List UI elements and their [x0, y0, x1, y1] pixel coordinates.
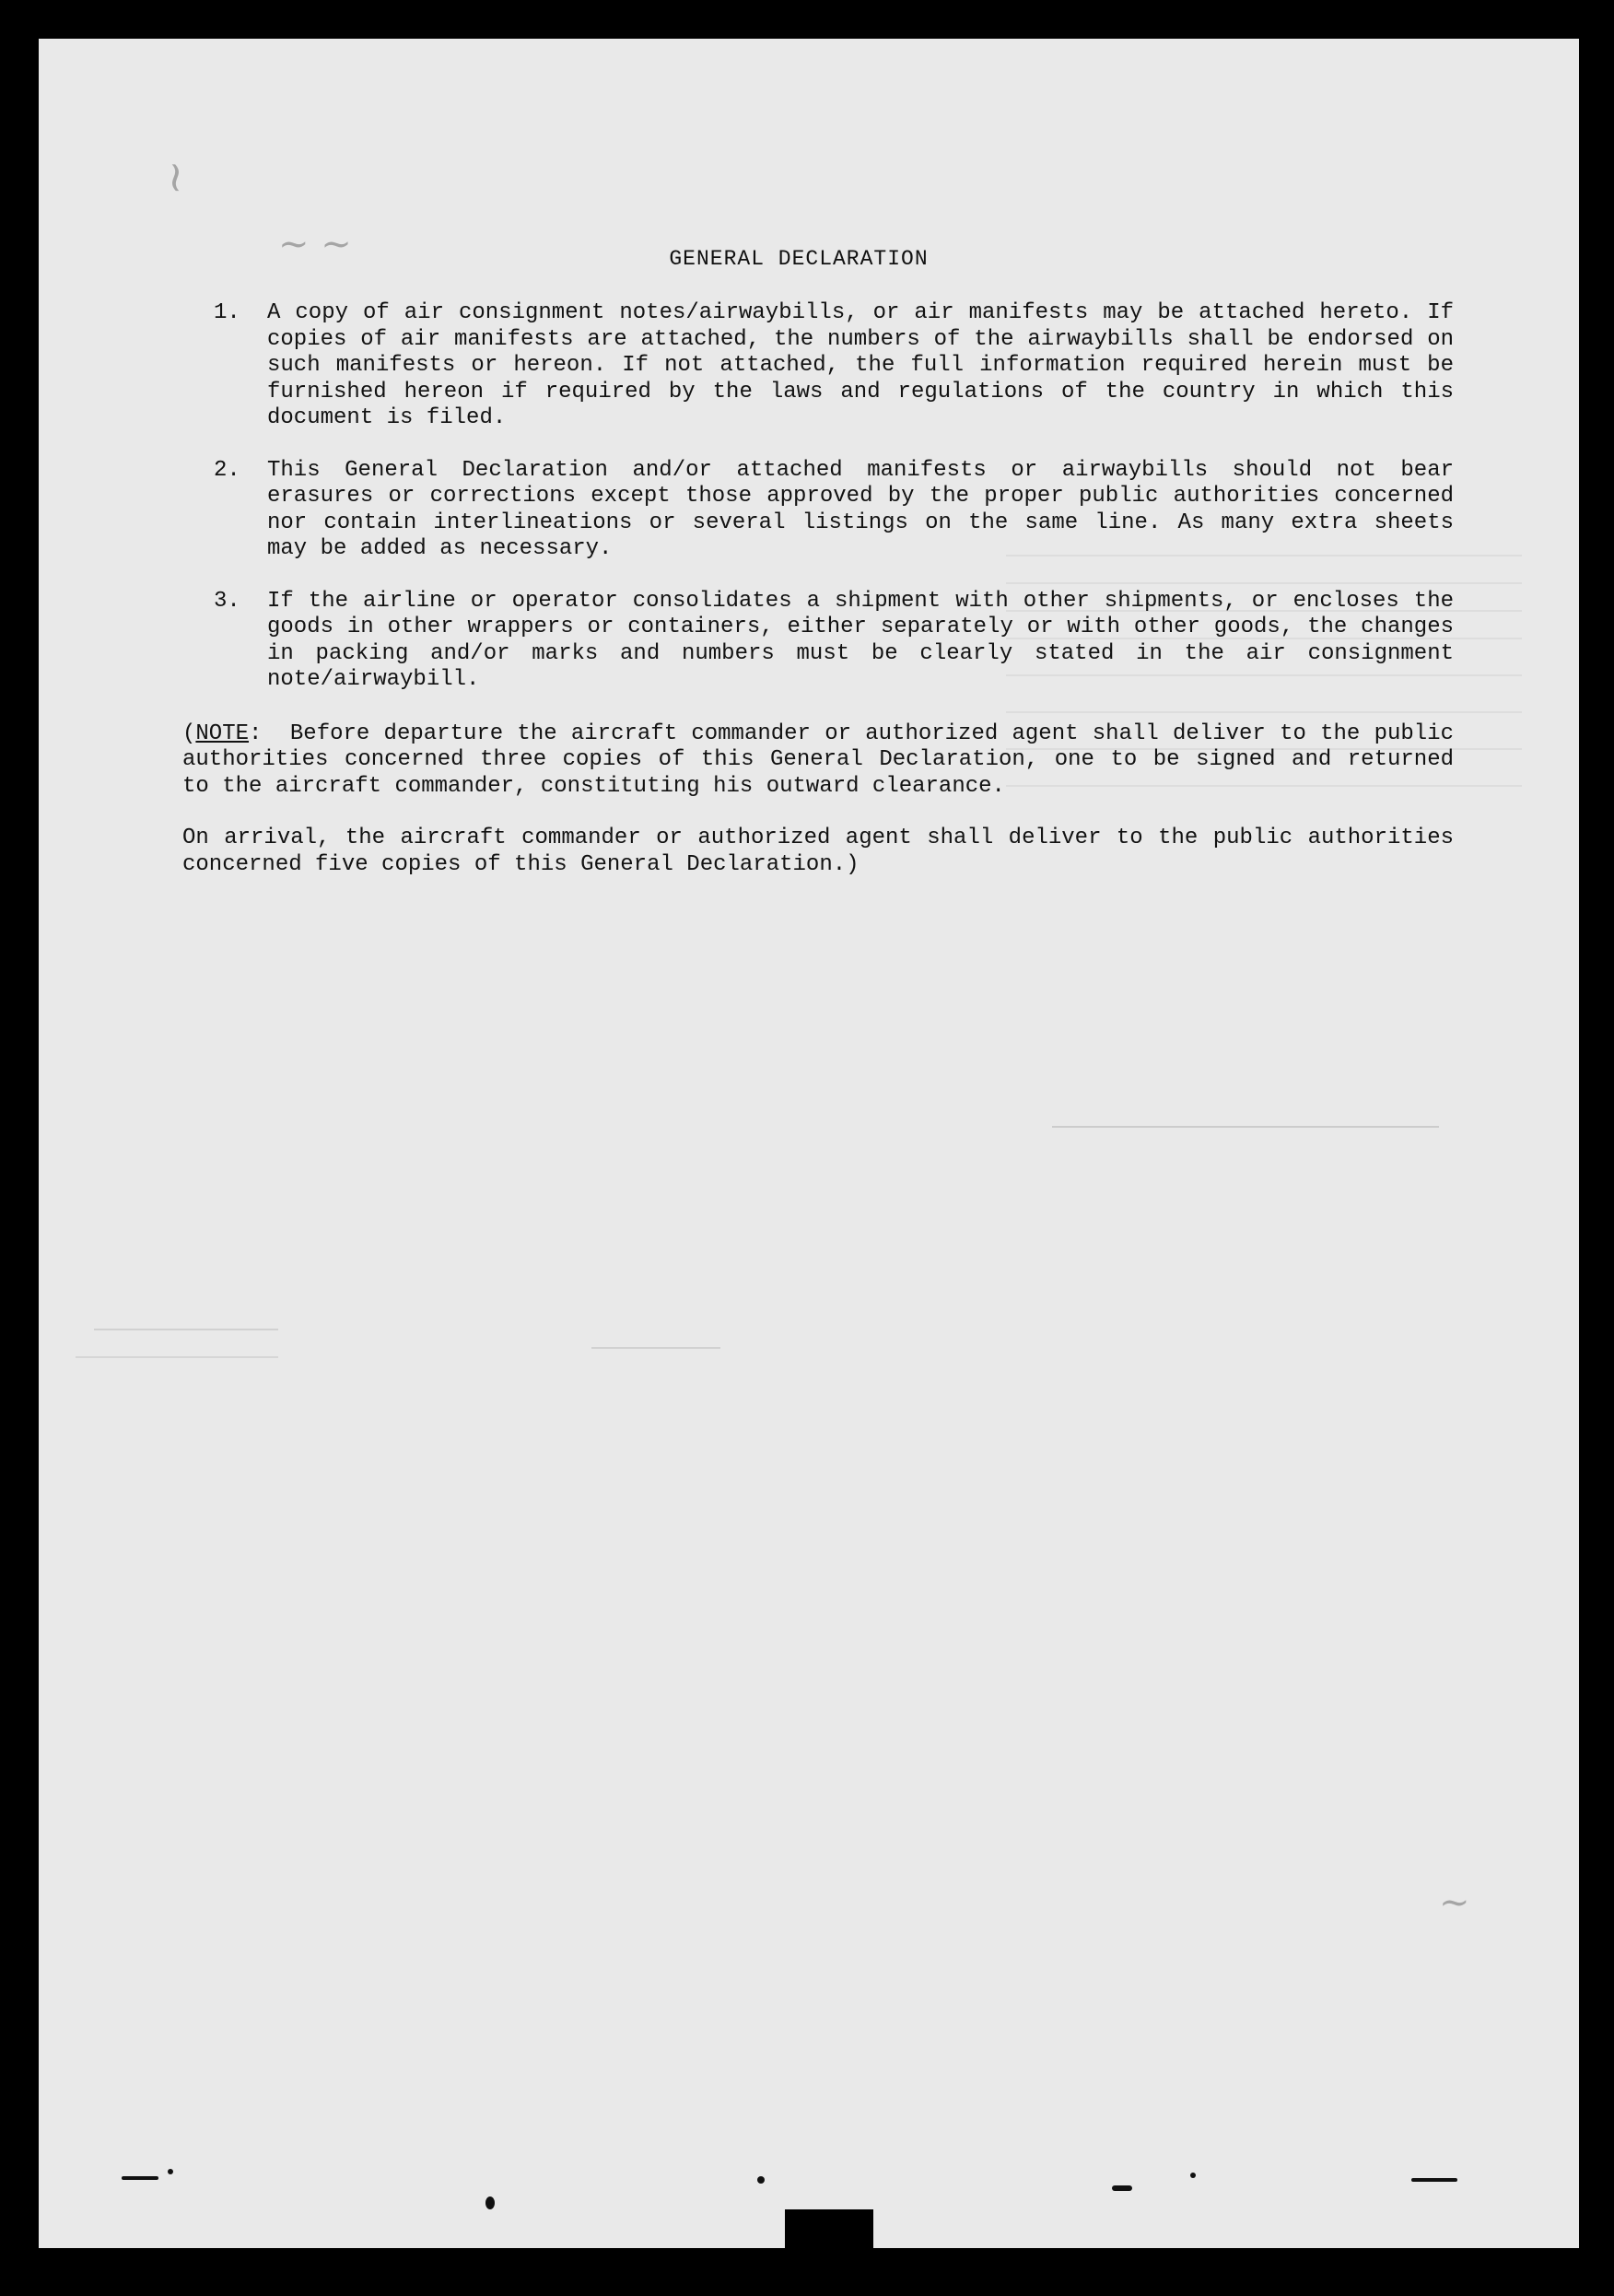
declaration-body — [182, 300, 1454, 878]
item-number: 2. — [214, 457, 240, 483]
note-colon: : — [249, 720, 263, 746]
scan-speck — [1411, 2178, 1457, 2182]
list-item — [182, 589, 1454, 694]
note-label: NOTE — [195, 720, 250, 746]
pencil-mark: ~ ~ — [278, 223, 352, 265]
scan-speck — [1190, 2173, 1196, 2178]
scan-speck — [757, 2176, 765, 2184]
arrival-paragraph: On arrival, the aircraft commander or authorized agent shall deliver to the public authorities concerned five copies of this General Declaration.) — [182, 826, 1454, 877]
note-text: Before departure the aircraft commander or authorized agent shall deliver to the public authorities concerned three copies of this General Declaration, one to be signed and returned to the aircraft commander, constituting his outward clearance. — [182, 720, 1454, 799]
ghost-rule — [94, 1329, 278, 1330]
document-page — [39, 39, 1579, 2248]
item-text: If the airline or operator consolidates a shipment with other shipments, or encloses the goods in other wrappers or containers, either separately or with other goods, the changes in packing and/or marks and numbers must be clearly stated in the air consignment note/airwaybill. — [267, 588, 1454, 692]
item-number: 1. — [214, 300, 240, 325]
item-text: A copy of air consignment notes/airwaybills, or air manifests may be attached hereto. If copies of air manifests are attached, the numbers of the airwaybills shall be endorsed on such manifests or hereon. If not attached, the full information required herein must be furnished hereon if required by the laws and regulations of the country in which this document is filed. — [267, 300, 1454, 430]
pencil-mark: ~ — [149, 159, 199, 195]
ghost-rule — [1052, 1126, 1439, 1128]
page-title: GENERAL DECLARATION — [669, 247, 929, 271]
ghost-rule — [76, 1356, 278, 1358]
scan-speck — [1112, 2185, 1132, 2191]
item-text: This General Declaration and/or attached manifests or airwaybills should not bear erasures or corrections except those approved by the proper public authorities concerned nor contain interlineations or several listings on the same line. As many extra sheets may be added as necessary. — [267, 457, 1454, 561]
ghost-rule — [591, 1347, 720, 1349]
list-item — [182, 458, 1454, 563]
note-open-paren: ( — [182, 720, 196, 746]
item-number: 3. — [214, 588, 240, 614]
list-item — [182, 300, 1454, 432]
scan-speck — [122, 2176, 158, 2180]
scan-speck — [168, 2169, 173, 2174]
note-paragraph — [182, 721, 1454, 801]
pencil-mark: ~ — [1439, 1881, 1470, 1924]
scan-speck — [485, 2196, 495, 2209]
scanner-clip-mark — [785, 2209, 873, 2257]
